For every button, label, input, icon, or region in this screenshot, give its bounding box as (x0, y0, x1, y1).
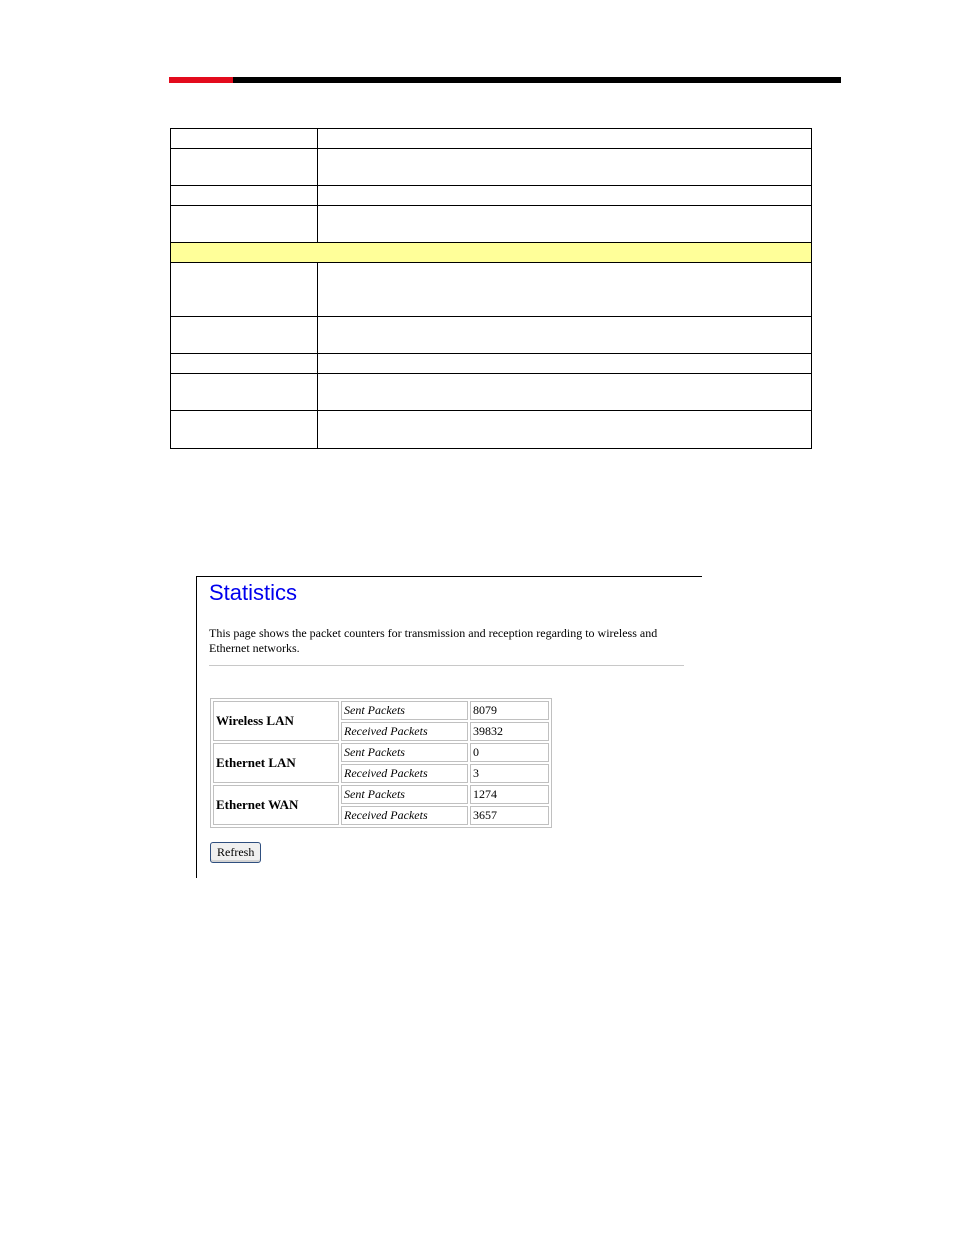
sent-packets-label: Sent Packets (341, 743, 468, 762)
page-title: Statistics (209, 580, 298, 605)
statistics-table (210, 698, 552, 828)
received-packets-label: Received Packets (341, 764, 468, 783)
group-label-ethernet-wan: Ethernet WAN (213, 785, 339, 825)
table-row (213, 743, 549, 762)
group-label-ethernet-lan: Ethernet LAN (213, 743, 339, 783)
header-bar-black-segment (233, 77, 841, 83)
table-row (171, 206, 812, 243)
received-packets-value: 3 (470, 764, 549, 783)
refresh-button[interactable]: Refresh (210, 842, 261, 863)
divider (209, 665, 684, 666)
table-row (171, 129, 812, 149)
sent-packets-value: 8079 (470, 701, 549, 720)
header-bar-red-segment (169, 77, 233, 83)
statistics-panel (196, 576, 702, 878)
document-table (170, 128, 812, 449)
table-row (171, 411, 812, 449)
table-row (171, 374, 812, 411)
page-description: This page shows the packet counters for transmission and reception regarding to wireless and Ethernet networks. (209, 626, 658, 655)
table-row (213, 785, 549, 804)
sent-packets-value: 1274 (470, 785, 549, 804)
group-label-wireless-lan: Wireless LAN (213, 701, 339, 741)
table-row (171, 263, 812, 317)
table-row (171, 317, 812, 354)
table-row (171, 186, 812, 206)
sent-packets-value: 0 (470, 743, 549, 762)
received-packets-value: 39832 (470, 722, 549, 741)
table-row (213, 701, 549, 720)
sent-packets-label: Sent Packets (341, 701, 468, 720)
received-packets-label: Received Packets (341, 806, 468, 825)
received-packets-label: Received Packets (341, 722, 468, 741)
table-row (171, 149, 812, 186)
sent-packets-label: Sent Packets (341, 785, 468, 804)
received-packets-value: 3657 (470, 806, 549, 825)
header-bar (169, 77, 841, 83)
table-row (171, 354, 812, 374)
table-section-row (171, 243, 812, 263)
